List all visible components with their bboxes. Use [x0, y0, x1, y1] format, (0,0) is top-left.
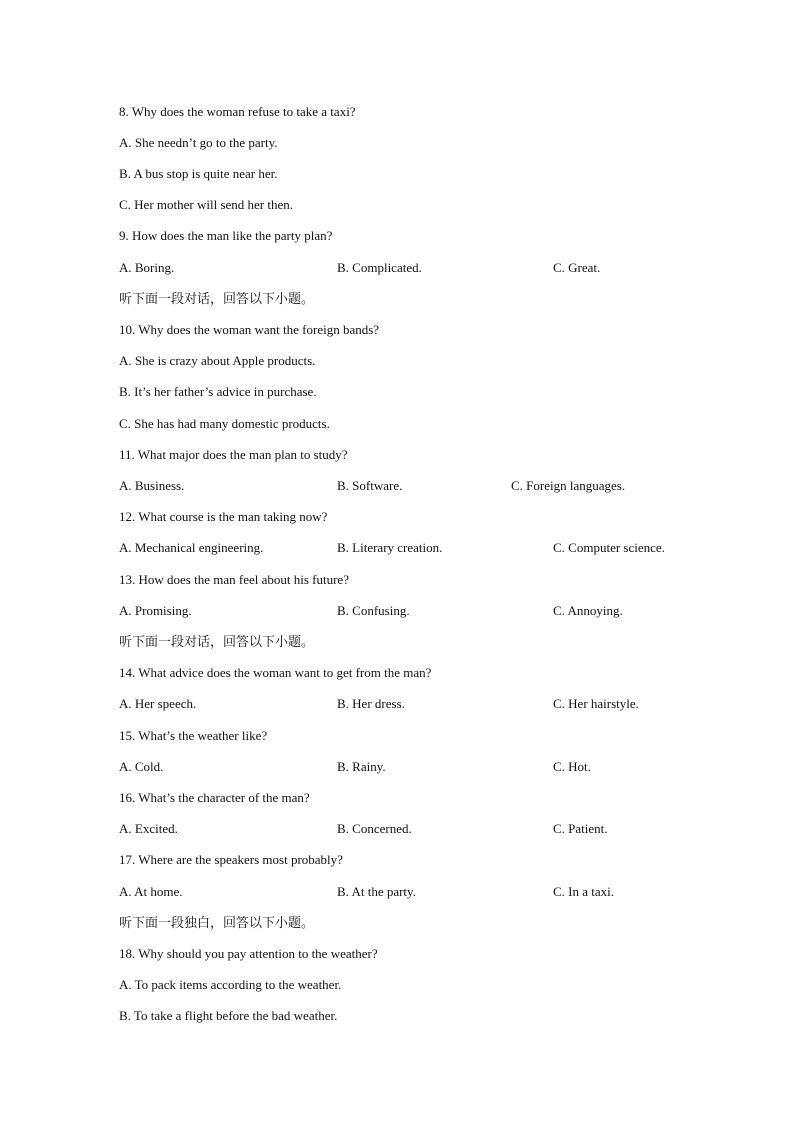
- q14-option-b: B. Her dress.: [337, 696, 405, 711]
- q12-option-c: C. Computer science.: [553, 540, 665, 555]
- question-12: 12. What course is the man taking now?: [119, 509, 328, 524]
- q13-option-c: C. Annoying.: [553, 603, 623, 618]
- question-15: 15. What’s the weather like?: [119, 728, 268, 743]
- q13-option-b: B. Confusing.: [337, 603, 410, 618]
- q11-option-a: A. Business.: [119, 478, 185, 493]
- q16-option-c: C. Patient.: [553, 821, 608, 836]
- q17-option-b: B. At the party.: [337, 884, 416, 899]
- q14-option-a: A. Her speech.: [119, 696, 197, 711]
- section-instruction: 听下面一段对话，回答以下小题。: [119, 634, 315, 649]
- q12-option-b: B. Literary creation.: [337, 540, 443, 555]
- q17-option-c: C. In a taxi.: [553, 884, 615, 899]
- question-17: 17. Where are the speakers most probably?: [119, 852, 343, 867]
- section-instruction: 听下面一段独白，回答以下小题。: [119, 915, 315, 930]
- section-instruction: 听下面一段对话，回答以下小题。: [119, 291, 315, 306]
- q18-option-a: A. To pack items according to the weather.: [119, 977, 342, 992]
- q9-option-a: A. Boring.: [119, 260, 175, 275]
- q15-option-c: C. Hot.: [553, 759, 591, 774]
- question-11: 11. What major does the man plan to study?: [119, 447, 348, 462]
- q15-option-a: A. Cold.: [119, 759, 164, 774]
- q16-option-b: B. Concerned.: [337, 821, 412, 836]
- question-9: 9. How does the man like the party plan?: [119, 228, 333, 243]
- q18-option-b: B. To take a flight before the bad weather.: [119, 1008, 338, 1023]
- question-14: 14. What advice does the woman want to get from the man?: [119, 665, 432, 680]
- q17-option-a: A. At home.: [119, 884, 183, 899]
- q13-option-a: A. Promising.: [119, 603, 192, 618]
- q11-option-c: C. Foreign languages.: [511, 478, 626, 493]
- q10-option-c: C. She has had many domestic products.: [119, 416, 330, 431]
- question-16: 16. What’s the character of the man?: [119, 790, 310, 805]
- question-13: 13. How does the man feel about his future?: [119, 572, 349, 587]
- question-8: 8. Why does the woman refuse to take a taxi?: [119, 104, 356, 119]
- question-10: 10. Why does the woman want the foreign bands?: [119, 322, 380, 337]
- q14-option-c: C. Her hairstyle.: [553, 696, 639, 711]
- q9-option-c: C. Great.: [553, 260, 601, 275]
- question-18: 18. Why should you pay attention to the weather?: [119, 946, 378, 961]
- q9-option-b: B. Complicated.: [337, 260, 422, 275]
- q11-option-b: B. Software.: [337, 478, 403, 493]
- q16-option-a: A. Excited.: [119, 821, 178, 836]
- q10-option-b: B. It’s her father’s advice in purchase.: [119, 384, 317, 399]
- q15-option-b: B. Rainy.: [337, 759, 386, 774]
- q10-option-a: A. She is crazy about Apple products.: [119, 353, 316, 368]
- q8-option-b: B. A bus stop is quite near her.: [119, 166, 278, 181]
- q12-option-a: A. Mechanical engineering.: [119, 540, 264, 555]
- q8-option-c: C. Her mother will send her then.: [119, 197, 294, 212]
- q8-option-a: A. She needn’t go to the party.: [119, 135, 278, 150]
